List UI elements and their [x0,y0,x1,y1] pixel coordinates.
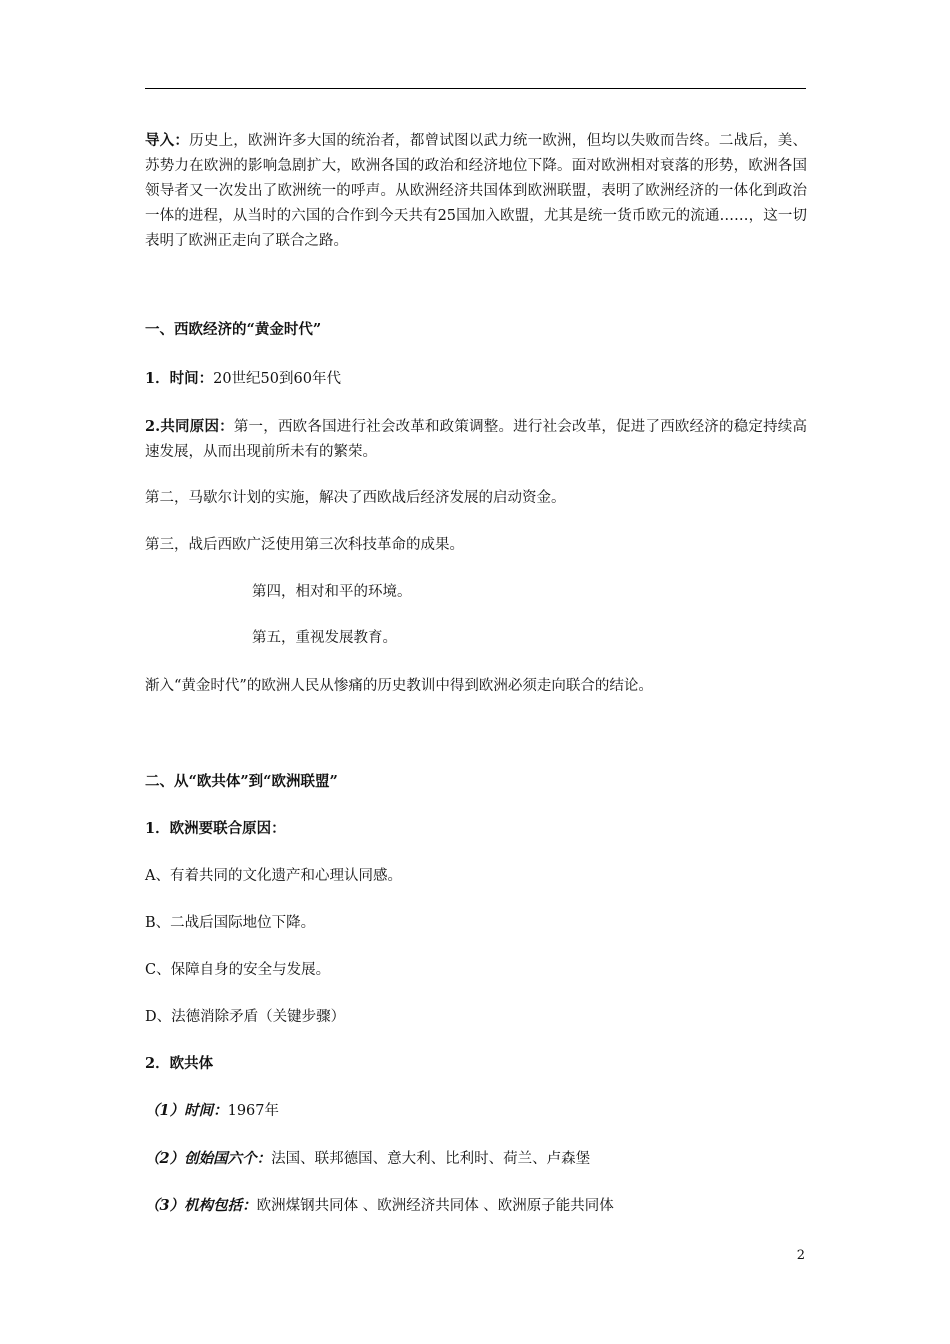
section2-heading: 二、从“欧共体”到“欧洲联盟” [145,773,338,790]
intro-label: 导入： [145,132,190,149]
reason-c: C、保障自身的安全与发展。 [145,962,331,978]
reason-label: 2.共同原因： [145,418,234,435]
section1-reason [145,414,807,465]
ec-founders [145,1148,590,1170]
ec-org-value: 欧洲煤钢共同体 、欧洲经济共同体 、欧洲原子能共同体 [256,1198,614,1214]
ec-heading: 2．欧共体 [145,1055,214,1072]
time-value: 20世纪50到60年代 [213,371,341,387]
reason-fifth: 第五，重视发展教育。 [252,630,397,646]
ec-founders-label: （2）创始国六个： [145,1150,272,1167]
reason-third: 第三，战后西欧广泛使用第三次科技革命的成果。 [145,537,464,553]
ec-founders-value: 法国、联邦德国、意大利、比利时、荷兰、卢森堡 [271,1151,591,1167]
reason-text: 第一，西欧各国进行社会改革和政策调整。进行社会改革，促进了西欧经济的稳定持续高速发展，从而出现前所未有的繁荣。 [145,419,808,460]
section1-conclusion: 渐入“黄金时代”的欧洲人民从惨痛的历史教训中得到欧洲必须走向联合的结论。 [145,678,653,694]
reason-second: 第二，马歇尔计划的实施，解决了西欧战后经济发展的启动资金。 [145,490,566,506]
reason-fourth: 第四，相对和平的环境。 [252,584,412,600]
section1-time [145,368,341,390]
ec-org-label: （3）机构包括： [145,1197,257,1214]
section1-heading: 一、西欧经济的“黄金时代” [145,321,322,338]
ec-time-value: 1967年 [227,1103,279,1119]
ec-org [145,1195,614,1217]
page-number: 2 [796,1248,805,1263]
reasons-heading: 1．欧洲要联合原因： [145,820,286,837]
reason-b: B、二战后国际地位下降。 [145,915,316,931]
ec-time [145,1100,279,1122]
header-rule [145,88,806,89]
ec-time-label: （1）时间： [145,1102,228,1119]
reason-d: D、法德消除矛盾（关键步骤） [145,1009,346,1025]
intro-paragraph [145,128,807,254]
intro-text: 历史上，欧洲许多大国的统治者，都曾试图以武力统一欧洲，但均以失败而告终。二战后，美、苏势力在欧洲的影响急剧扩大，欧洲各国的政治和经济地位下降。面对欧洲相对衰落的形势，欧洲各国领导者又一次发出了欧洲统一的呼声。从欧洲经济共国体到欧洲联盟，表明了欧洲经济的一体化到政治一体的进程，从当时的六国的合作到今天共有25国加入欧盟，尤其是统一货币欧元的流通……，这一切表明了欧洲正走向了联合之路。 [145,133,808,249]
time-label: 1．时间： [145,370,214,387]
reason-a: A、有着共同的文化遗产和心理认同感。 [145,868,402,884]
